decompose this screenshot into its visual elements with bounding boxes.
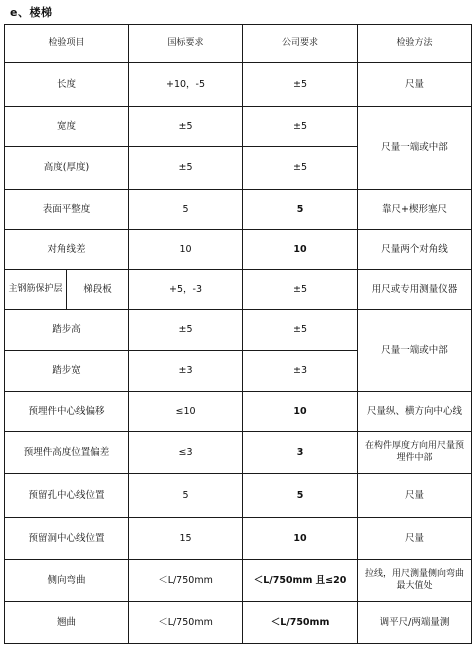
company-cell: 10 (243, 392, 358, 432)
section-title: e、楼梯 (10, 6, 53, 19)
item-sub-cell: 梯段板 (67, 270, 129, 310)
national-cell: ≤3 (129, 432, 243, 474)
company-cell: 10 (243, 230, 358, 270)
national-cell: ±5 (129, 147, 243, 190)
company-cell: ±5 (243, 147, 358, 190)
header-national: 国标要求 (129, 25, 243, 63)
item-cell: 踏步高 (5, 310, 129, 351)
table-row (5, 63, 472, 107)
item-cell: 翘曲 (5, 602, 129, 644)
company-cell: ±5 (243, 270, 358, 310)
item-cell: 长度 (5, 63, 129, 107)
national-cell: 10 (129, 230, 243, 270)
table-row (5, 310, 472, 351)
method-cell: 拉线，用尺测量侧向弯曲最大值处 (358, 560, 472, 602)
national-cell: ±5 (129, 107, 243, 147)
table-row (5, 190, 472, 230)
national-cell: 15 (129, 518, 243, 560)
header-company: 公司要求 (243, 25, 358, 63)
item-cell: 预留孔中心线位置 (5, 474, 129, 518)
national-cell: ＜L/750mm (129, 560, 243, 602)
company-cell: ＜L/750mm 且≤20 (243, 560, 358, 602)
company-cell: ±5 (243, 107, 358, 147)
header-item: 检验项目 (5, 25, 129, 63)
method-cell: 调平尺/两端量测 (358, 602, 472, 644)
item-cell: 对角线差 (5, 230, 129, 270)
method-cell: 尺量 (358, 474, 472, 518)
table-row (5, 560, 472, 602)
method-cell: 用尺或专用测量仪器 (358, 270, 472, 310)
company-cell: ±5 (243, 63, 358, 107)
item-cell: 踏步宽 (5, 351, 129, 392)
table-row (5, 432, 472, 474)
national-cell: ＜L/750mm (129, 602, 243, 644)
company-cell: 3 (243, 432, 358, 474)
table-header-row (5, 25, 472, 63)
header-method: 检验方法 (358, 25, 472, 63)
method-cell: 尺量纵、横方向中心线 (358, 392, 472, 432)
table-row (5, 230, 472, 270)
national-cell: ≤10 (129, 392, 243, 432)
national-cell: +5，-3 (129, 270, 243, 310)
method-cell: 靠尺+楔形塞尺 (358, 190, 472, 230)
method-cell: 在构件厚度方向用尺量预埋件中部 (358, 432, 472, 474)
table-row (5, 107, 472, 147)
method-cell: 尺量 (358, 518, 472, 560)
table-row (5, 270, 472, 310)
table-row (5, 518, 472, 560)
company-cell: ＜L/750mm (243, 602, 358, 644)
company-cell: ±3 (243, 351, 358, 392)
national-cell: 5 (129, 474, 243, 518)
item-cell: 侧向弯曲 (5, 560, 129, 602)
method-cell: 尺量一端或中部 (358, 107, 472, 190)
item-cell: 预留洞中心线位置 (5, 518, 129, 560)
table-row (5, 474, 472, 518)
company-cell: ±5 (243, 310, 358, 351)
item-cell: 主钢筋保护层 (5, 270, 67, 310)
company-cell: 5 (243, 474, 358, 518)
national-cell: 5 (129, 190, 243, 230)
item-cell: 宽度 (5, 107, 129, 147)
method-cell: 尺量两个对角线 (358, 230, 472, 270)
method-cell: 尺量 (358, 63, 472, 107)
method-cell: 尺量一端或中部 (358, 310, 472, 392)
table-row (5, 392, 472, 432)
item-cell: 预埋件中心线偏移 (5, 392, 129, 432)
table-row (5, 602, 472, 644)
national-cell: ±3 (129, 351, 243, 392)
item-cell: 高度(厚度) (5, 147, 129, 190)
national-cell: ±5 (129, 310, 243, 351)
item-cell: 表面平整度 (5, 190, 129, 230)
company-cell: 5 (243, 190, 358, 230)
national-cell: +10，-5 (129, 63, 243, 107)
inspection-table (4, 24, 472, 644)
item-cell: 预埋件高度位置偏差 (5, 432, 129, 474)
company-cell: 10 (243, 518, 358, 560)
